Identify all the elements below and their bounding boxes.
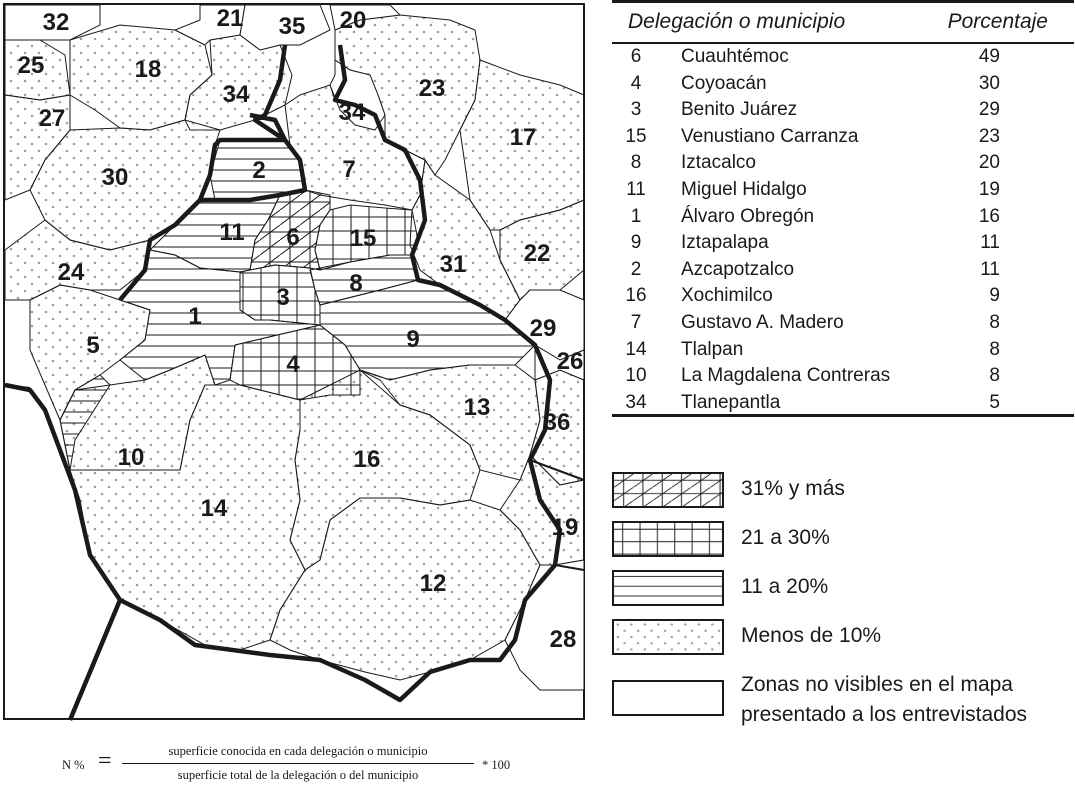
legend-label-line2: presentado a los entrevistados bbox=[741, 703, 1028, 726]
row-percent: 19 bbox=[978, 179, 1000, 200]
table-top-rule bbox=[612, 0, 1074, 3]
row-percent: 5 bbox=[989, 391, 1000, 413]
map-label-7: 7 bbox=[342, 156, 356, 183]
blank-swatch bbox=[612, 680, 724, 716]
row-name: Benito Juárez bbox=[681, 99, 798, 121]
row-name: Cuauhtémoc bbox=[681, 46, 789, 67]
map-label-34b: 34 bbox=[338, 99, 366, 126]
map-label-6: 6 bbox=[286, 224, 300, 251]
table-header-rule bbox=[612, 42, 1074, 44]
map-label-8: 8 bbox=[349, 270, 363, 297]
row-code: 9 bbox=[630, 232, 642, 254]
row-code: 10 bbox=[625, 365, 647, 387]
row-percent: 9 bbox=[989, 285, 1000, 307]
map-label-12: 12 bbox=[419, 570, 447, 597]
formula-denominator: superficie total de la delegación o del municipio bbox=[177, 768, 419, 782]
legend-label: Menos de 10% bbox=[741, 624, 882, 647]
map-label-10: 10 bbox=[117, 444, 145, 471]
map-label-27: 27 bbox=[38, 105, 66, 132]
legend-item-under-10 bbox=[612, 615, 1074, 659]
row-percent: 20 bbox=[978, 152, 1000, 174]
table-row bbox=[612, 259, 1074, 285]
row-name: Miguel Hidalgo bbox=[681, 179, 807, 200]
table-row bbox=[612, 206, 1074, 232]
legend-item-31-plus bbox=[612, 468, 1074, 512]
row-name: Gustavo A. Madero bbox=[681, 312, 844, 333]
percentage-formula bbox=[60, 738, 530, 788]
legend-item-not-visible bbox=[612, 674, 1074, 734]
table-row bbox=[612, 365, 1074, 391]
row-name: Iztacalco bbox=[681, 152, 756, 174]
map-label-14: 14 bbox=[200, 495, 228, 522]
diag-grid-swatch bbox=[612, 472, 724, 508]
table-row bbox=[612, 285, 1074, 311]
map-label-22: 22 bbox=[523, 240, 551, 267]
table-row bbox=[612, 232, 1074, 258]
row-code: 7 bbox=[630, 312, 642, 333]
legend-label: 21 a 30% bbox=[741, 526, 830, 549]
row-name: Tlanepantla bbox=[681, 391, 781, 413]
row-name: Xochimilco bbox=[681, 285, 773, 307]
row-percent: 16 bbox=[978, 205, 1000, 227]
row-percent: 8 bbox=[989, 312, 1000, 333]
row-code: 14 bbox=[625, 338, 647, 360]
percentage-table bbox=[612, 0, 1074, 420]
row-name: Venustiano Carranza bbox=[681, 125, 859, 147]
header-region: Delegación o municipio bbox=[628, 10, 846, 33]
table-row bbox=[612, 46, 1074, 72]
map-label-13: 13 bbox=[463, 394, 491, 421]
table-row bbox=[612, 73, 1074, 99]
map-label-17: 17 bbox=[509, 124, 537, 151]
hlines-swatch bbox=[612, 570, 724, 606]
map-label-1: 1 bbox=[188, 303, 202, 330]
row-code: 4 bbox=[630, 72, 642, 94]
map-label-15: 15 bbox=[349, 225, 377, 252]
map-label-18: 18 bbox=[134, 56, 162, 83]
map-label-32: 32 bbox=[42, 9, 70, 36]
row-percent: 49 bbox=[978, 46, 1000, 67]
row-code: 11 bbox=[626, 179, 646, 200]
map-label-36: 36 bbox=[543, 409, 571, 436]
legend-item-21-30 bbox=[612, 517, 1074, 561]
map-label-4: 4 bbox=[286, 351, 300, 378]
formula-multiplier: * 100 bbox=[482, 758, 511, 772]
map-label-25: 25 bbox=[17, 52, 45, 79]
table-row bbox=[612, 312, 1074, 338]
header-percent: Porcentaje bbox=[947, 10, 1048, 33]
row-name: Álvaro Obregón bbox=[681, 205, 815, 227]
map-label-16: 16 bbox=[353, 446, 381, 473]
map-label-35: 35 bbox=[278, 13, 306, 40]
map-label-29: 29 bbox=[529, 315, 557, 342]
map-label-2: 2 bbox=[252, 157, 266, 184]
row-percent: 29 bbox=[978, 99, 1000, 121]
map-legend bbox=[612, 468, 1074, 728]
table-row bbox=[612, 179, 1074, 205]
fraction-bar bbox=[122, 763, 474, 764]
grid-swatch bbox=[612, 521, 724, 557]
row-name: Tlalpan bbox=[681, 338, 744, 360]
row-code: 3 bbox=[630, 99, 642, 121]
map-label-30: 30 bbox=[101, 164, 129, 191]
map-label-3: 3 bbox=[276, 284, 290, 311]
formula-numerator: superficie conocida en cada delegación o municipio bbox=[168, 744, 428, 758]
row-code: 1 bbox=[630, 205, 642, 227]
row-name: Coyoacán bbox=[681, 72, 767, 94]
row-percent: 11 bbox=[980, 232, 1000, 254]
row-name: Azcapotzalco bbox=[681, 258, 795, 280]
row-code: 6 bbox=[630, 46, 642, 67]
map-label-28: 28 bbox=[549, 626, 577, 653]
table-row bbox=[612, 126, 1074, 152]
row-percent: 11 bbox=[980, 258, 1000, 280]
table-bottom-rule bbox=[612, 414, 1074, 417]
legend-label: 31% y más bbox=[741, 477, 845, 500]
map-label-5: 5 bbox=[86, 332, 100, 359]
map-label-21: 21 bbox=[216, 5, 244, 32]
row-code: 8 bbox=[630, 152, 642, 174]
map-label-11: 11 bbox=[219, 219, 245, 246]
formula-equals: = bbox=[98, 748, 112, 774]
map-label-24: 24 bbox=[57, 259, 85, 286]
map-label-23: 23 bbox=[418, 75, 446, 102]
map-label-9: 9 bbox=[406, 326, 420, 353]
row-percent: 23 bbox=[978, 125, 1000, 147]
table-row bbox=[612, 99, 1074, 125]
row-name: La Magdalena Contreras bbox=[681, 365, 891, 387]
row-percent: 8 bbox=[989, 338, 1000, 360]
map-label-20: 20 bbox=[339, 7, 367, 34]
row-code: 2 bbox=[630, 258, 642, 280]
legend-item-11-20 bbox=[612, 566, 1074, 610]
dots-swatch bbox=[612, 619, 724, 655]
table-row bbox=[612, 339, 1074, 365]
legend-label: Zonas no visibles en el mapa bbox=[741, 673, 1013, 696]
row-code: 16 bbox=[625, 285, 647, 307]
row-percent: 8 bbox=[989, 365, 1000, 387]
row-code: 15 bbox=[625, 125, 647, 147]
row-code: 34 bbox=[625, 391, 647, 413]
map-label-19: 19 bbox=[551, 514, 579, 541]
formula-lhs: N % bbox=[62, 758, 85, 772]
map-label-26: 26 bbox=[556, 348, 584, 375]
map-label-31: 31 bbox=[439, 251, 467, 278]
table-row bbox=[612, 152, 1074, 178]
map-label-34a: 34 bbox=[222, 81, 250, 108]
legend-label: 11 a 20% bbox=[741, 575, 829, 598]
row-percent: 30 bbox=[978, 72, 1000, 94]
row-name: Iztapalapa bbox=[681, 232, 769, 254]
